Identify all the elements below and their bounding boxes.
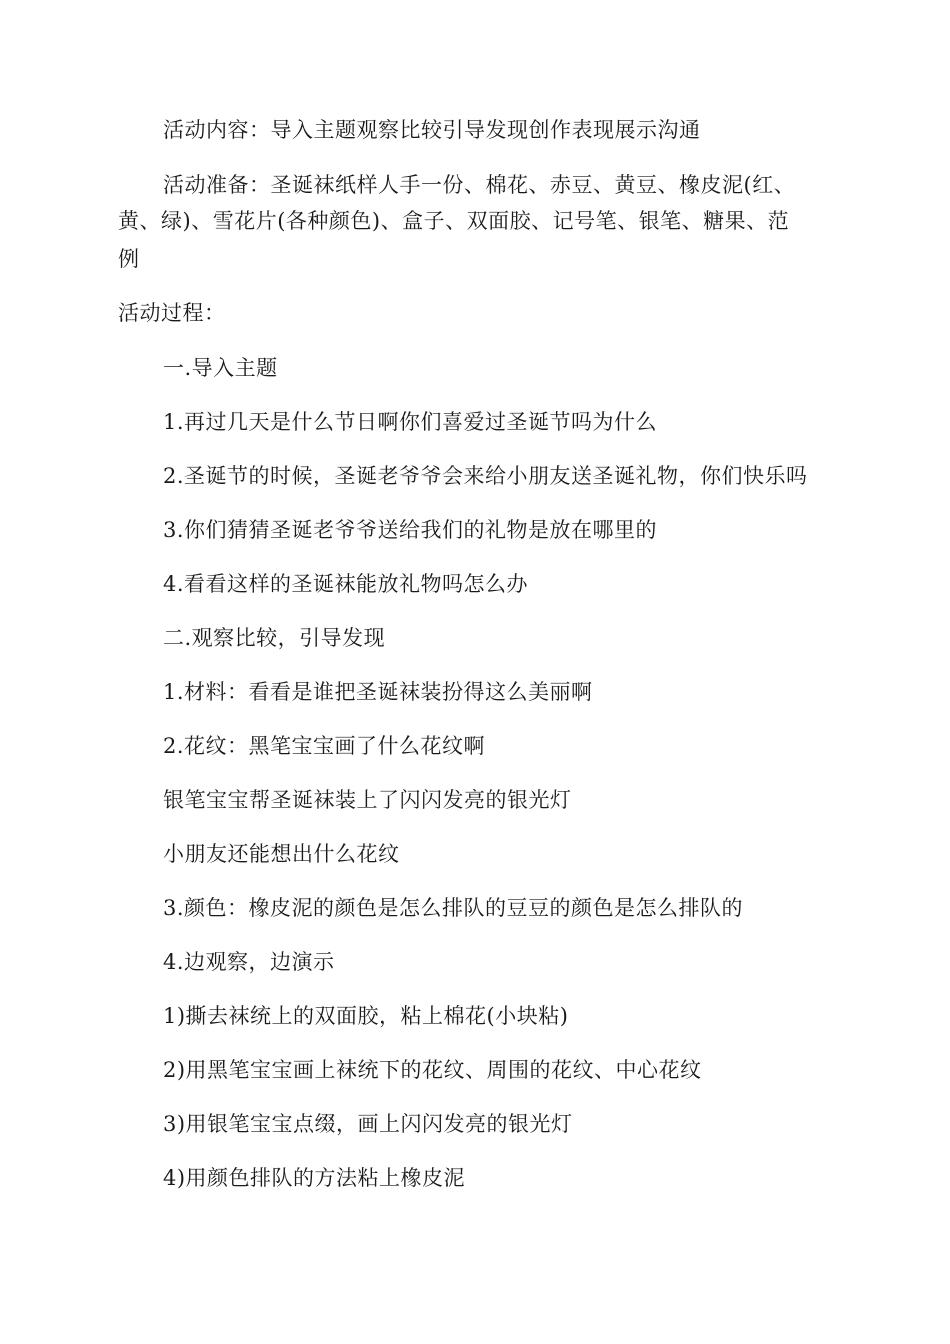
list-item: 3)用银笔宝宝点缀，画上闪闪发亮的银光灯: [163, 1112, 573, 1136]
list-item: 2.圣诞节的时候，圣诞老爷爷会来给小朋友送圣诞礼物，你们快乐吗: [163, 464, 808, 488]
section-1-title: 一.导入主题: [163, 356, 278, 380]
list-item: 银笔宝宝帮圣诞袜装上了闪闪发亮的银光灯: [163, 788, 572, 812]
list-item: 3.颜色：橡皮泥的颜色是怎么排队的豆豆的颜色是怎么排队的: [163, 896, 744, 920]
list-item: 小朋友还能想出什么花纹: [163, 842, 400, 866]
list-item: 4)用颜色排队的方法粘上橡皮泥: [163, 1166, 466, 1190]
list-item: 2)用黑笔宝宝画上袜统下的花纹、周围的花纹、中心花纹: [163, 1058, 702, 1082]
list-item: 4.边观察，边演示: [163, 950, 335, 974]
activity-content: 活动内容：导入主题观察比较引导发现创作表现展示沟通: [163, 118, 701, 142]
list-item: 1.再过几天是什么节日啊你们喜爱过圣诞节吗为什么: [163, 410, 658, 434]
activity-prep-line-2: 黄、绿)、雪花片(各种颜色)、盒子、双面胶、记号笔、银笔、糖果、范: [118, 209, 790, 233]
list-item: 1)撕去袜统上的双面胶，粘上棉花(小块粘): [163, 1004, 569, 1028]
list-item: 4.看看这样的圣诞袜能放礼物吗怎么办: [163, 572, 529, 596]
section-2-title: 二.观察比较，引导发现: [163, 626, 386, 650]
process-heading: 活动过程：: [118, 301, 226, 325]
list-item: 3.你们猜猜圣诞老爷爷送给我们的礼物是放在哪里的: [163, 518, 658, 542]
activity-prep-line-3: 例: [118, 247, 140, 271]
activity-prep-line-1: 活动准备：圣诞袜纸样人手一份、棉花、赤豆、黄豆、橡皮泥(红、: [163, 173, 796, 197]
list-item: 2.花纹：黑笔宝宝画了什么花纹啊: [163, 734, 486, 758]
list-item: 1.材料：看看是谁把圣诞袜装扮得这么美丽啊: [163, 680, 593, 704]
